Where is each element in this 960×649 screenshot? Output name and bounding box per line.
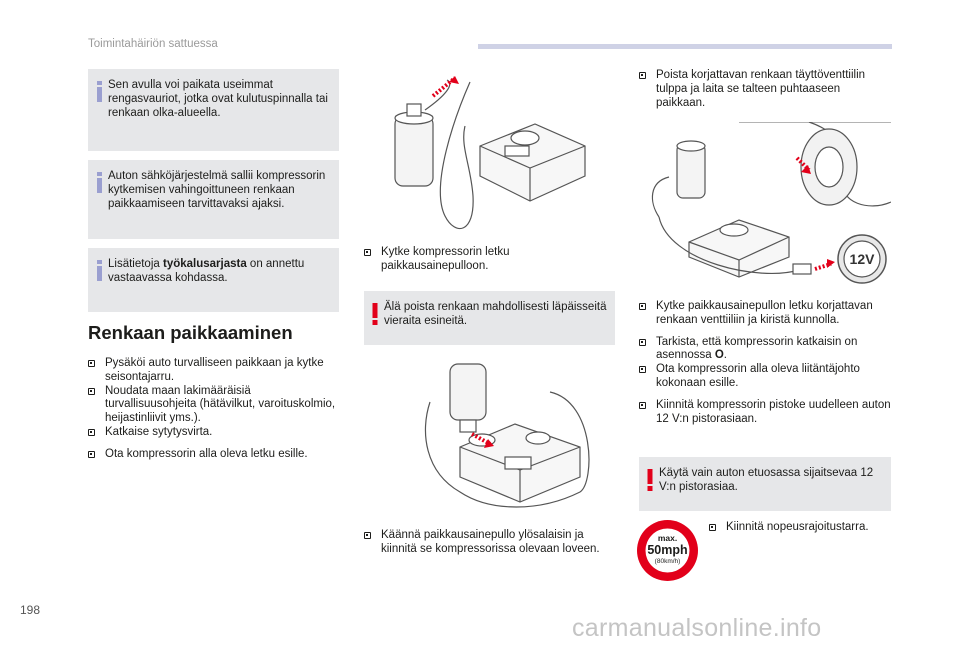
socket-label: 12V bbox=[849, 251, 875, 267]
watermark: carmanualsonline.info bbox=[572, 614, 822, 642]
step-item bbox=[639, 300, 891, 328]
speed-sign-line3: (80km/h) bbox=[654, 558, 681, 565]
speed-sign-line2: 50mph bbox=[647, 543, 688, 557]
step-item bbox=[709, 521, 891, 535]
step-text: Tarkista, että kompressorin katkaisin on asennossa bbox=[656, 335, 858, 362]
step-item bbox=[88, 357, 340, 385]
step-text: Noudata maan lakimääräisiä turvallisuusohjeita (hätävilkut, varoituskolmio, heijastinliivit yms.). bbox=[105, 384, 336, 425]
info-text-3-before: Lisätietoja bbox=[108, 258, 163, 270]
section-header: Toimintahäiriön sattuessa bbox=[88, 38, 218, 50]
final-step bbox=[709, 521, 891, 535]
step-text: Katkaise sytytysvirta. bbox=[105, 425, 213, 438]
section-title: Renkaan paikkaaminen bbox=[88, 322, 293, 343]
checkbox-bullet-icon bbox=[364, 532, 371, 539]
checkbox-bullet-icon bbox=[88, 451, 95, 458]
info-text-3 bbox=[108, 257, 333, 285]
checkbox-bullet-icon bbox=[639, 366, 646, 373]
info-box-1 bbox=[88, 69, 339, 151]
step-text: Kiinnitä nopeusrajoitustarra. bbox=[726, 521, 869, 533]
right-steps bbox=[639, 300, 891, 426]
info-icon bbox=[94, 260, 105, 281]
step-text: Pysäköi auto turvalliseen paikkaan ja kytke seisontajarru. bbox=[105, 357, 324, 383]
socket-12v-icon bbox=[838, 235, 886, 283]
checkbox-bullet-icon bbox=[639, 402, 646, 409]
info-icon bbox=[94, 81, 105, 102]
right-step-top bbox=[639, 69, 891, 110]
info-box-2 bbox=[88, 160, 339, 239]
step-item bbox=[639, 399, 891, 427]
page-number: 198 bbox=[20, 603, 41, 617]
step-item bbox=[639, 69, 891, 110]
warning-text-2: Käytä vain auton etuosassa sijaitsevaa 12 V:n pistorasiaa. bbox=[659, 467, 874, 493]
warning-icon bbox=[371, 303, 379, 325]
warning-box-1 bbox=[364, 291, 615, 345]
middle-steps-1 bbox=[364, 246, 614, 274]
warning-box-2 bbox=[639, 457, 891, 511]
speed-sign-line1: max. bbox=[657, 533, 678, 543]
step-text: Kiinnitä kompressorin pistoke uudelleen auton 12 V:n pistorasiaan. bbox=[656, 398, 891, 425]
warning-icon bbox=[646, 469, 654, 491]
checkbox-bullet-icon bbox=[639, 72, 646, 79]
step-text: Ota kompressorin alla oleva letku esille. bbox=[105, 447, 308, 460]
step-item: Tarkista, että kompressorin katkaisin on asennossa O. bbox=[639, 336, 891, 364]
step-text: Ota kompressorin alla oleva liitäntäjohto kokonaan esille. bbox=[656, 363, 860, 389]
step-item bbox=[639, 363, 891, 391]
info-box-3 bbox=[88, 248, 339, 312]
checkbox-bullet-icon bbox=[639, 339, 646, 346]
tyre-connection-illustration bbox=[639, 122, 891, 290]
left-steps bbox=[88, 357, 340, 462]
step-item bbox=[88, 448, 340, 462]
step-item bbox=[364, 246, 614, 274]
inverted-bottle-illustration bbox=[420, 362, 600, 522]
step-item bbox=[88, 385, 340, 426]
step-item bbox=[364, 529, 619, 557]
speed-limit-sign-icon bbox=[636, 519, 699, 582]
checkbox-bullet-icon bbox=[88, 429, 95, 436]
step-text: Kytke paikkausainepullon letku korjattavan renkaan venttiiliin ja kiristä kunnolla. bbox=[656, 300, 873, 326]
compressor-bottle-illustration bbox=[385, 76, 595, 238]
step-text: Käännä paikkausainepullo ylösalaisin ja kiinnitä se kompressorissa olevaan loveen. bbox=[381, 529, 600, 555]
checkbox-bullet-icon bbox=[639, 303, 646, 310]
checkbox-bullet-icon bbox=[88, 360, 95, 367]
info-text-1: Sen avulla voi paikata useimmat rengasvauriot, jotka ovat kulutuspinnalla tai renkaan olka-alueella. bbox=[108, 79, 328, 119]
toolkit-reference: työkalusarjasta bbox=[162, 258, 247, 270]
step-text: Poista korjattavan renkaan täyttöventtiilin tulppa ja laita se talteen puhtaaseen paikkaan. bbox=[656, 69, 866, 109]
checkbox-bullet-icon bbox=[709, 524, 716, 531]
switch-position: O bbox=[714, 349, 724, 362]
info-text-2: Auton sähköjärjestelmä sallii kompressorin kytkemisen vahingoittuneen renkaan paikkaamiseen tarvittavaksi ajaksi. bbox=[108, 170, 326, 210]
step-text: Kytke kompressorin letku paikkausainepulloon. bbox=[381, 246, 510, 272]
warning-text-1: Älä poista renkaan mahdollisesti läpäisseitä vieraita esineitä. bbox=[384, 301, 607, 327]
checkbox-bullet-icon bbox=[364, 249, 371, 256]
middle-steps-2 bbox=[364, 529, 619, 557]
info-text-3-after: on annettu vastaavassa kohdassa. bbox=[108, 258, 305, 284]
checkbox-bullet-icon bbox=[88, 388, 95, 395]
header-accent-bar bbox=[478, 44, 892, 49]
info-icon bbox=[94, 172, 105, 193]
step-item bbox=[88, 426, 340, 440]
